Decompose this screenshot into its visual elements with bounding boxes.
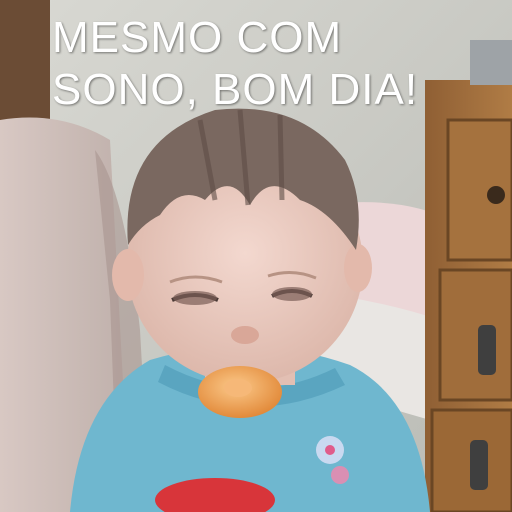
dresser-handle-2 [478,325,496,375]
shirt-flower-2 [331,466,349,484]
eye-left-lid [173,291,217,305]
dresser-handle-3 [470,440,488,490]
toddler-ear-left [112,249,144,301]
meme-caption [0,12,512,116]
dresser-drawer-2 [440,270,512,400]
toddler-nose [231,326,259,344]
caption-line-1: MESMO COM [52,13,343,62]
eye-right-lid [272,287,312,301]
caption-line-2: SONO, BOM DIA! [52,65,419,114]
toddler-ear-right [344,244,372,292]
dresser-knob-1 [487,186,505,204]
pacifier-center [224,379,252,397]
shirt-flower-center [325,445,335,455]
